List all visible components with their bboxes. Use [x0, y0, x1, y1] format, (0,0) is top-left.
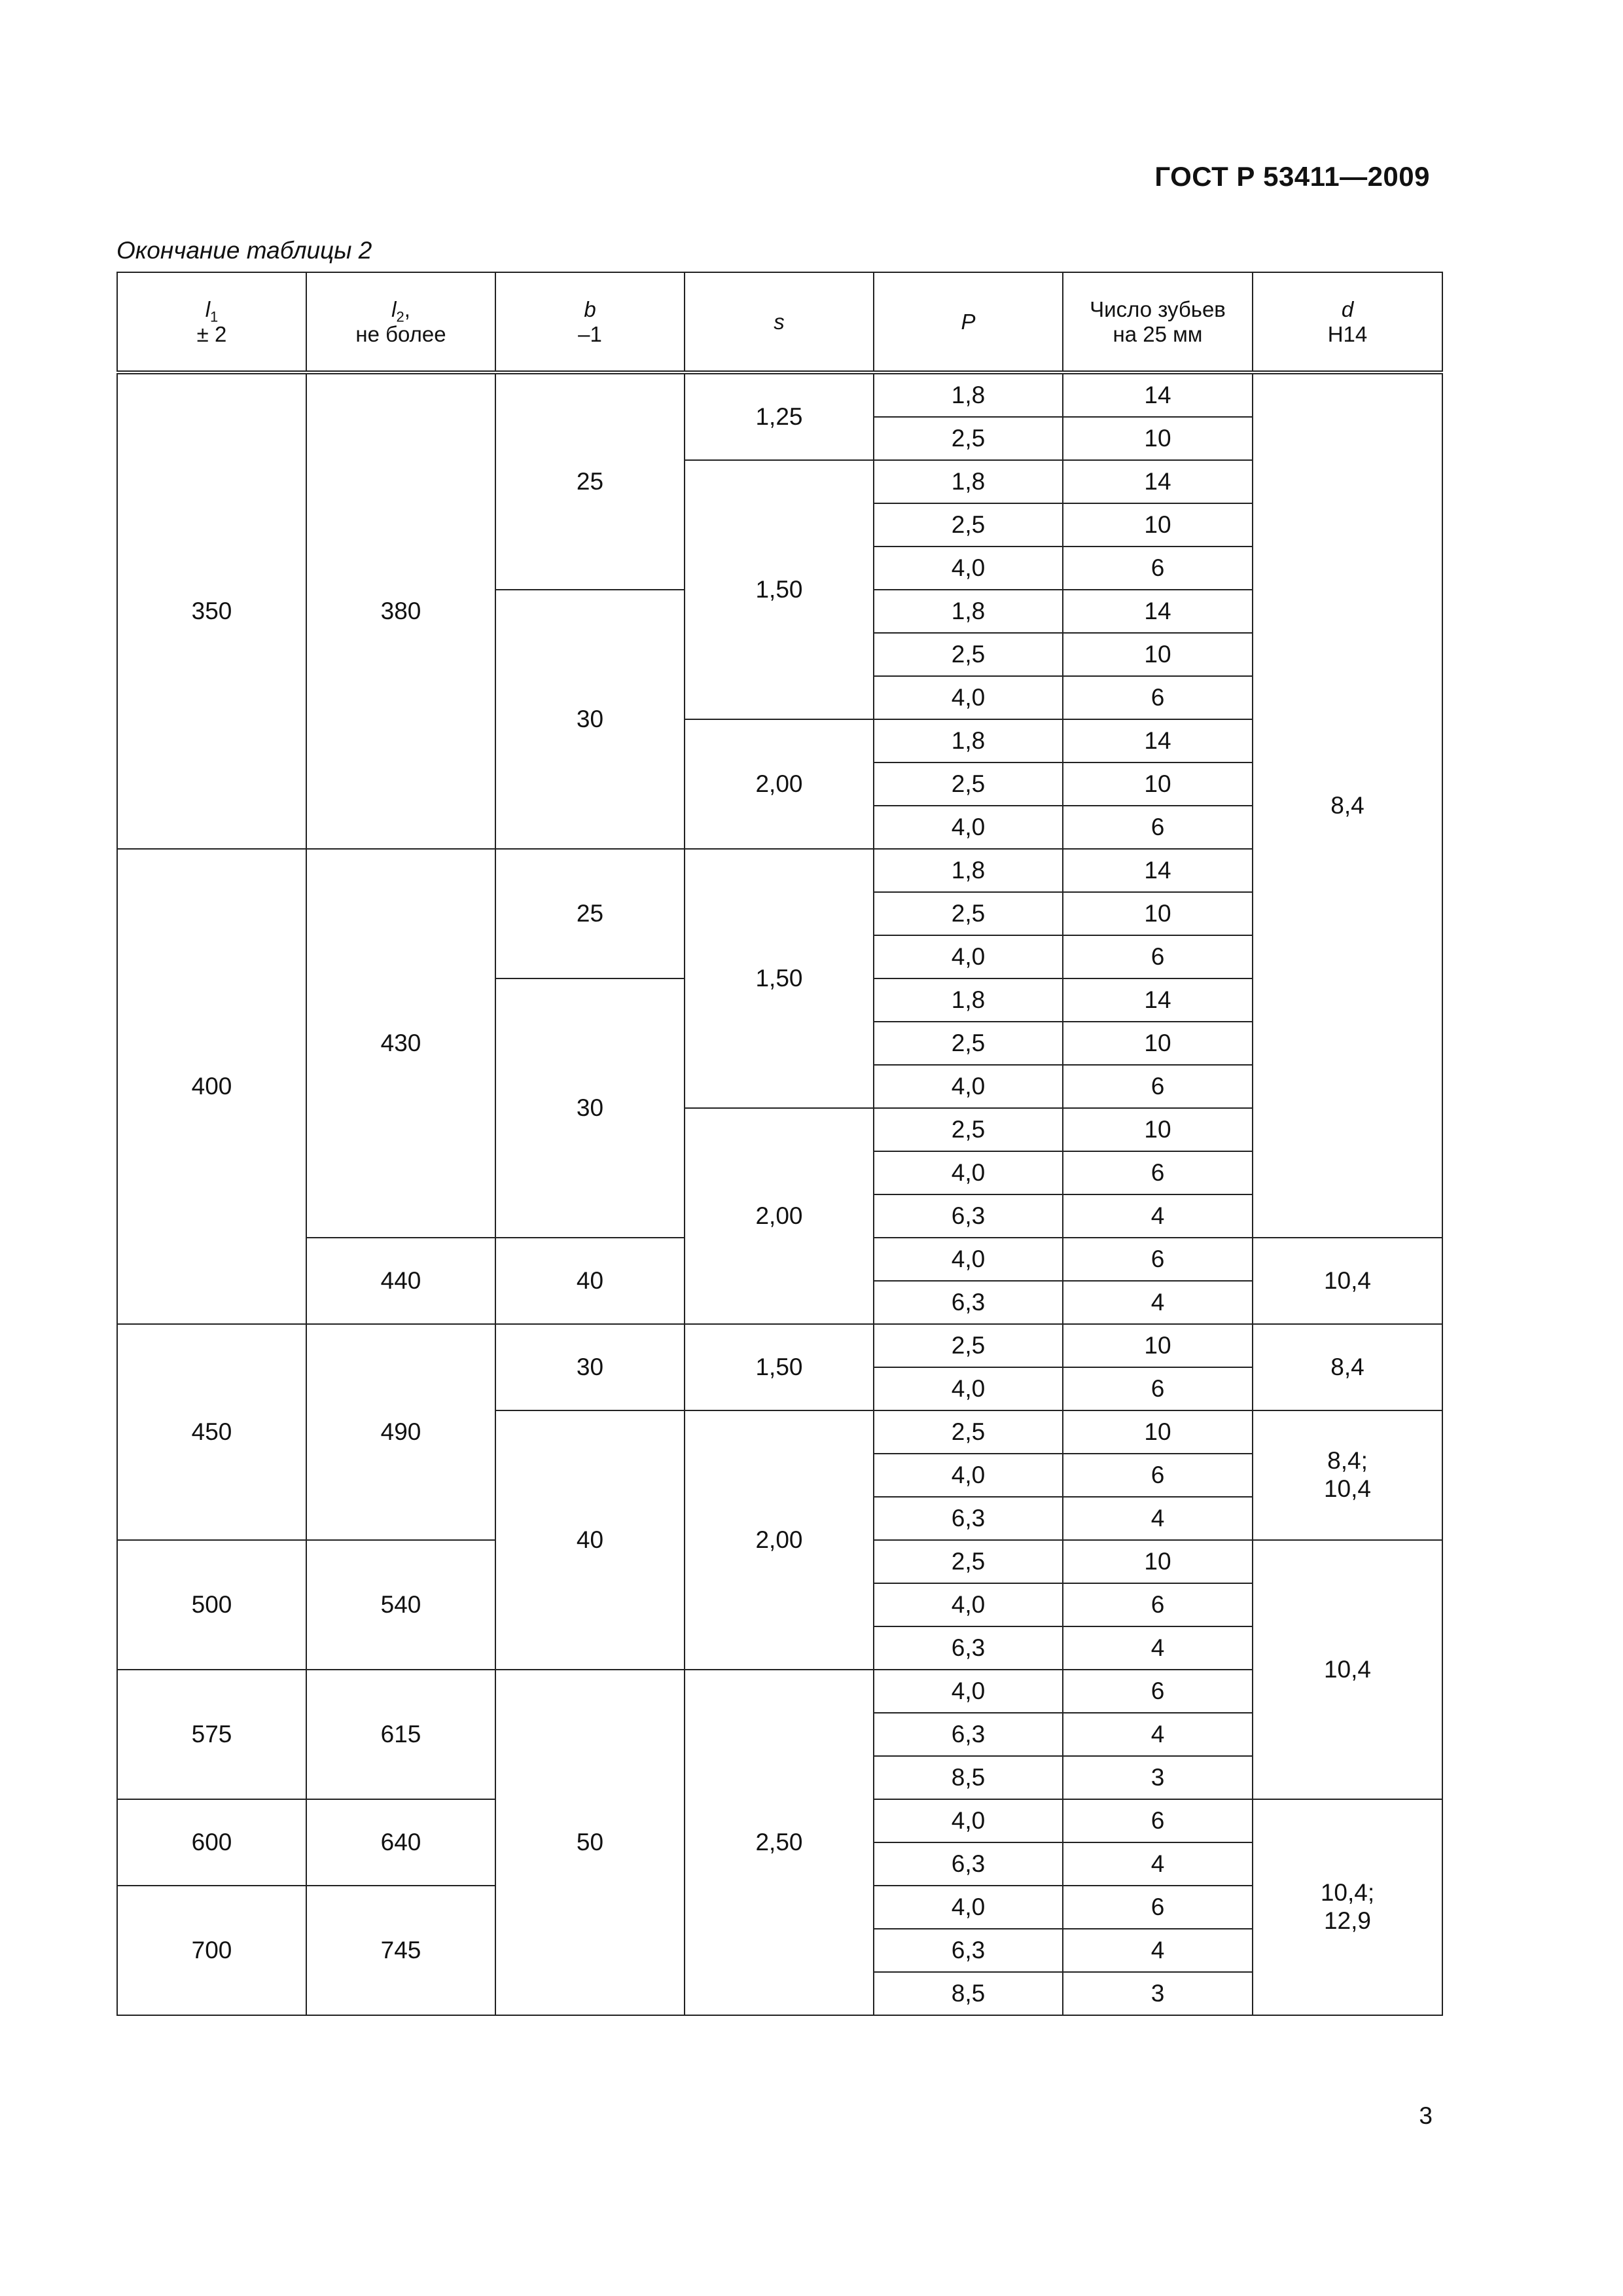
- teeth-cell: 14: [1063, 372, 1253, 417]
- p-cell: 2,5: [874, 417, 1063, 460]
- table-caption: Окончание таблицы 2: [116, 237, 372, 264]
- b-cell: 30: [495, 590, 685, 849]
- l2-cell: 640: [306, 1799, 495, 1886]
- p-cell: 1,8: [874, 719, 1063, 762]
- dimensions-table: [116, 272, 1443, 2016]
- teeth-cell: 10: [1063, 1022, 1253, 1065]
- p-cell: 2,5: [874, 1022, 1063, 1065]
- b-cell: 40: [495, 1410, 685, 1670]
- b-cell: 50: [495, 1670, 685, 2015]
- teeth-cell: 6: [1063, 1454, 1253, 1497]
- table-body: [117, 372, 1442, 2015]
- p-cell: 4,0: [874, 1065, 1063, 1108]
- teeth-cell: 10: [1063, 762, 1253, 806]
- l1-cell: 400: [117, 849, 306, 1324]
- p-cell: 4,0: [874, 1151, 1063, 1194]
- teeth-cell: 6: [1063, 1367, 1253, 1410]
- l2-cell: 490: [306, 1324, 495, 1540]
- l2-cell: 745: [306, 1886, 495, 2015]
- p-cell: 2,5: [874, 503, 1063, 547]
- p-cell: 4,0: [874, 1238, 1063, 1281]
- p-cell: 4,0: [874, 1367, 1063, 1410]
- d-cell: 10,4: [1253, 1540, 1442, 1799]
- l2-cell: 380: [306, 372, 495, 849]
- header-d: [1253, 272, 1442, 372]
- table-row: [117, 1324, 1442, 1367]
- d-tolerance: Н14: [1327, 321, 1368, 346]
- teeth-cell: 10: [1063, 892, 1253, 935]
- header-l2: [306, 272, 495, 372]
- table-row: [117, 1670, 1442, 1713]
- teeth-line1: Число зубьев: [1090, 296, 1226, 321]
- teeth-cell: 4: [1063, 1194, 1253, 1238]
- header-b: [495, 272, 685, 372]
- l2-cell: 615: [306, 1670, 495, 1799]
- teeth-cell: 14: [1063, 719, 1253, 762]
- teeth-cell: 10: [1063, 503, 1253, 547]
- teeth-cell: 4: [1063, 1842, 1253, 1886]
- s-symbol: s: [774, 309, 785, 334]
- teeth-cell: 4: [1063, 1929, 1253, 1972]
- l1-cell: 700: [117, 1886, 306, 2015]
- teeth-cell: 14: [1063, 460, 1253, 503]
- p-cell: 2,5: [874, 1108, 1063, 1151]
- s-cell: 1,25: [685, 372, 874, 460]
- p-cell: 4,0: [874, 1799, 1063, 1842]
- d-cell: 10,4: [1253, 1238, 1442, 1324]
- p-cell: 4,0: [874, 676, 1063, 719]
- teeth-cell: 6: [1063, 1583, 1253, 1626]
- teeth-cell: 10: [1063, 417, 1253, 460]
- l1-cell: 500: [117, 1540, 306, 1670]
- teeth-cell: 4: [1063, 1626, 1253, 1670]
- b-tolerance: –1: [578, 321, 602, 346]
- teeth-cell: 4: [1063, 1713, 1253, 1756]
- teeth-cell: 6: [1063, 1238, 1253, 1281]
- teeth-cell: 6: [1063, 676, 1253, 719]
- p-cell: 2,5: [874, 633, 1063, 676]
- p-cell: 8,5: [874, 1756, 1063, 1799]
- teeth-line2: на 25 мм: [1113, 321, 1203, 346]
- p-cell: 1,8: [874, 372, 1063, 417]
- d-cell: 8,4: [1253, 1324, 1442, 1410]
- table-header-row: [117, 272, 1442, 372]
- l2-symbol: l: [391, 296, 397, 321]
- teeth-cell: 6: [1063, 1799, 1253, 1842]
- p-cell: 6,3: [874, 1497, 1063, 1540]
- p-cell: 6,3: [874, 1194, 1063, 1238]
- p-cell: 1,8: [874, 849, 1063, 892]
- l1-cell: 450: [117, 1324, 306, 1540]
- l1-tolerance: ± 2: [196, 321, 227, 346]
- b-cell: 30: [495, 1324, 685, 1410]
- p-cell: 4,0: [874, 935, 1063, 978]
- d-cell: 10,4; 12,9: [1253, 1799, 1442, 2015]
- p-cell: 6,3: [874, 1281, 1063, 1324]
- p-cell: 2,5: [874, 762, 1063, 806]
- p-cell: 1,8: [874, 978, 1063, 1022]
- teeth-cell: 14: [1063, 849, 1253, 892]
- teeth-cell: 6: [1063, 806, 1253, 849]
- p-cell: 1,8: [874, 590, 1063, 633]
- l2-cell: 440: [306, 1238, 495, 1324]
- header-teeth: [1063, 272, 1253, 372]
- l2-note: не более: [355, 321, 446, 346]
- s-cell: 1,50: [685, 849, 874, 1108]
- s-cell: 1,50: [685, 1324, 874, 1410]
- p-symbol: P: [961, 309, 976, 334]
- p-cell: 4,0: [874, 547, 1063, 590]
- teeth-cell: 3: [1063, 1972, 1253, 2015]
- teeth-cell: 6: [1063, 1065, 1253, 1108]
- teeth-cell: 6: [1063, 547, 1253, 590]
- teeth-cell: 6: [1063, 1670, 1253, 1713]
- d-symbol: d: [1341, 296, 1354, 321]
- teeth-cell: 6: [1063, 1886, 1253, 1929]
- l1-subscript: 1: [210, 308, 219, 325]
- p-cell: 2,5: [874, 1324, 1063, 1367]
- b-cell: 30: [495, 978, 685, 1238]
- p-cell: 1,8: [874, 460, 1063, 503]
- p-cell: 4,0: [874, 1670, 1063, 1713]
- teeth-cell: 10: [1063, 1540, 1253, 1583]
- s-cell: 2,50: [685, 1670, 874, 2015]
- p-cell: 2,5: [874, 1410, 1063, 1454]
- p-cell: 8,5: [874, 1972, 1063, 2015]
- teeth-cell: 4: [1063, 1281, 1253, 1324]
- teeth-cell: 3: [1063, 1756, 1253, 1799]
- page-number: 3: [1419, 2102, 1433, 2129]
- table-row: [117, 372, 1442, 417]
- l1-cell: 350: [117, 372, 306, 849]
- d-cell: 8,4: [1253, 372, 1442, 1238]
- teeth-cell: 14: [1063, 978, 1253, 1022]
- p-cell: 4,0: [874, 1583, 1063, 1626]
- p-cell: 2,5: [874, 892, 1063, 935]
- b-cell: 25: [495, 849, 685, 978]
- l2-cell: 430: [306, 849, 495, 1238]
- s-cell: 2,00: [685, 1410, 874, 1670]
- b-cell: 25: [495, 372, 685, 590]
- l1-cell: 575: [117, 1670, 306, 1799]
- teeth-cell: 10: [1063, 1410, 1253, 1454]
- s-cell: 1,50: [685, 460, 874, 719]
- teeth-cell: 6: [1063, 935, 1253, 978]
- p-cell: 4,0: [874, 1454, 1063, 1497]
- teeth-cell: 10: [1063, 1108, 1253, 1151]
- teeth-cell: 10: [1063, 1324, 1253, 1367]
- header-l1: [117, 272, 306, 372]
- d-cell: 8,4; 10,4: [1253, 1410, 1442, 1540]
- b-symbol: b: [584, 296, 596, 321]
- l1-symbol: l: [205, 296, 211, 321]
- s-cell: 2,00: [685, 1108, 874, 1324]
- p-cell: 4,0: [874, 806, 1063, 849]
- document-code: ГОСТ Р 53411—2009: [1154, 161, 1430, 192]
- p-cell: 4,0: [874, 1886, 1063, 1929]
- l2-subscript: 2: [396, 308, 404, 325]
- l2-comma: ,: [404, 296, 410, 321]
- teeth-cell: 4: [1063, 1497, 1253, 1540]
- l1-cell: 600: [117, 1799, 306, 1886]
- header-p: [874, 272, 1063, 372]
- b-cell: 40: [495, 1238, 685, 1324]
- table-row: [117, 849, 1442, 892]
- header-s: [685, 272, 874, 372]
- s-cell: 2,00: [685, 719, 874, 849]
- p-cell: 6,3: [874, 1842, 1063, 1886]
- teeth-cell: 6: [1063, 1151, 1253, 1194]
- p-cell: 6,3: [874, 1626, 1063, 1670]
- teeth-cell: 14: [1063, 590, 1253, 633]
- p-cell: 6,3: [874, 1713, 1063, 1756]
- l2-cell: 540: [306, 1540, 495, 1670]
- p-cell: 2,5: [874, 1540, 1063, 1583]
- p-cell: 6,3: [874, 1929, 1063, 1972]
- teeth-cell: 10: [1063, 633, 1253, 676]
